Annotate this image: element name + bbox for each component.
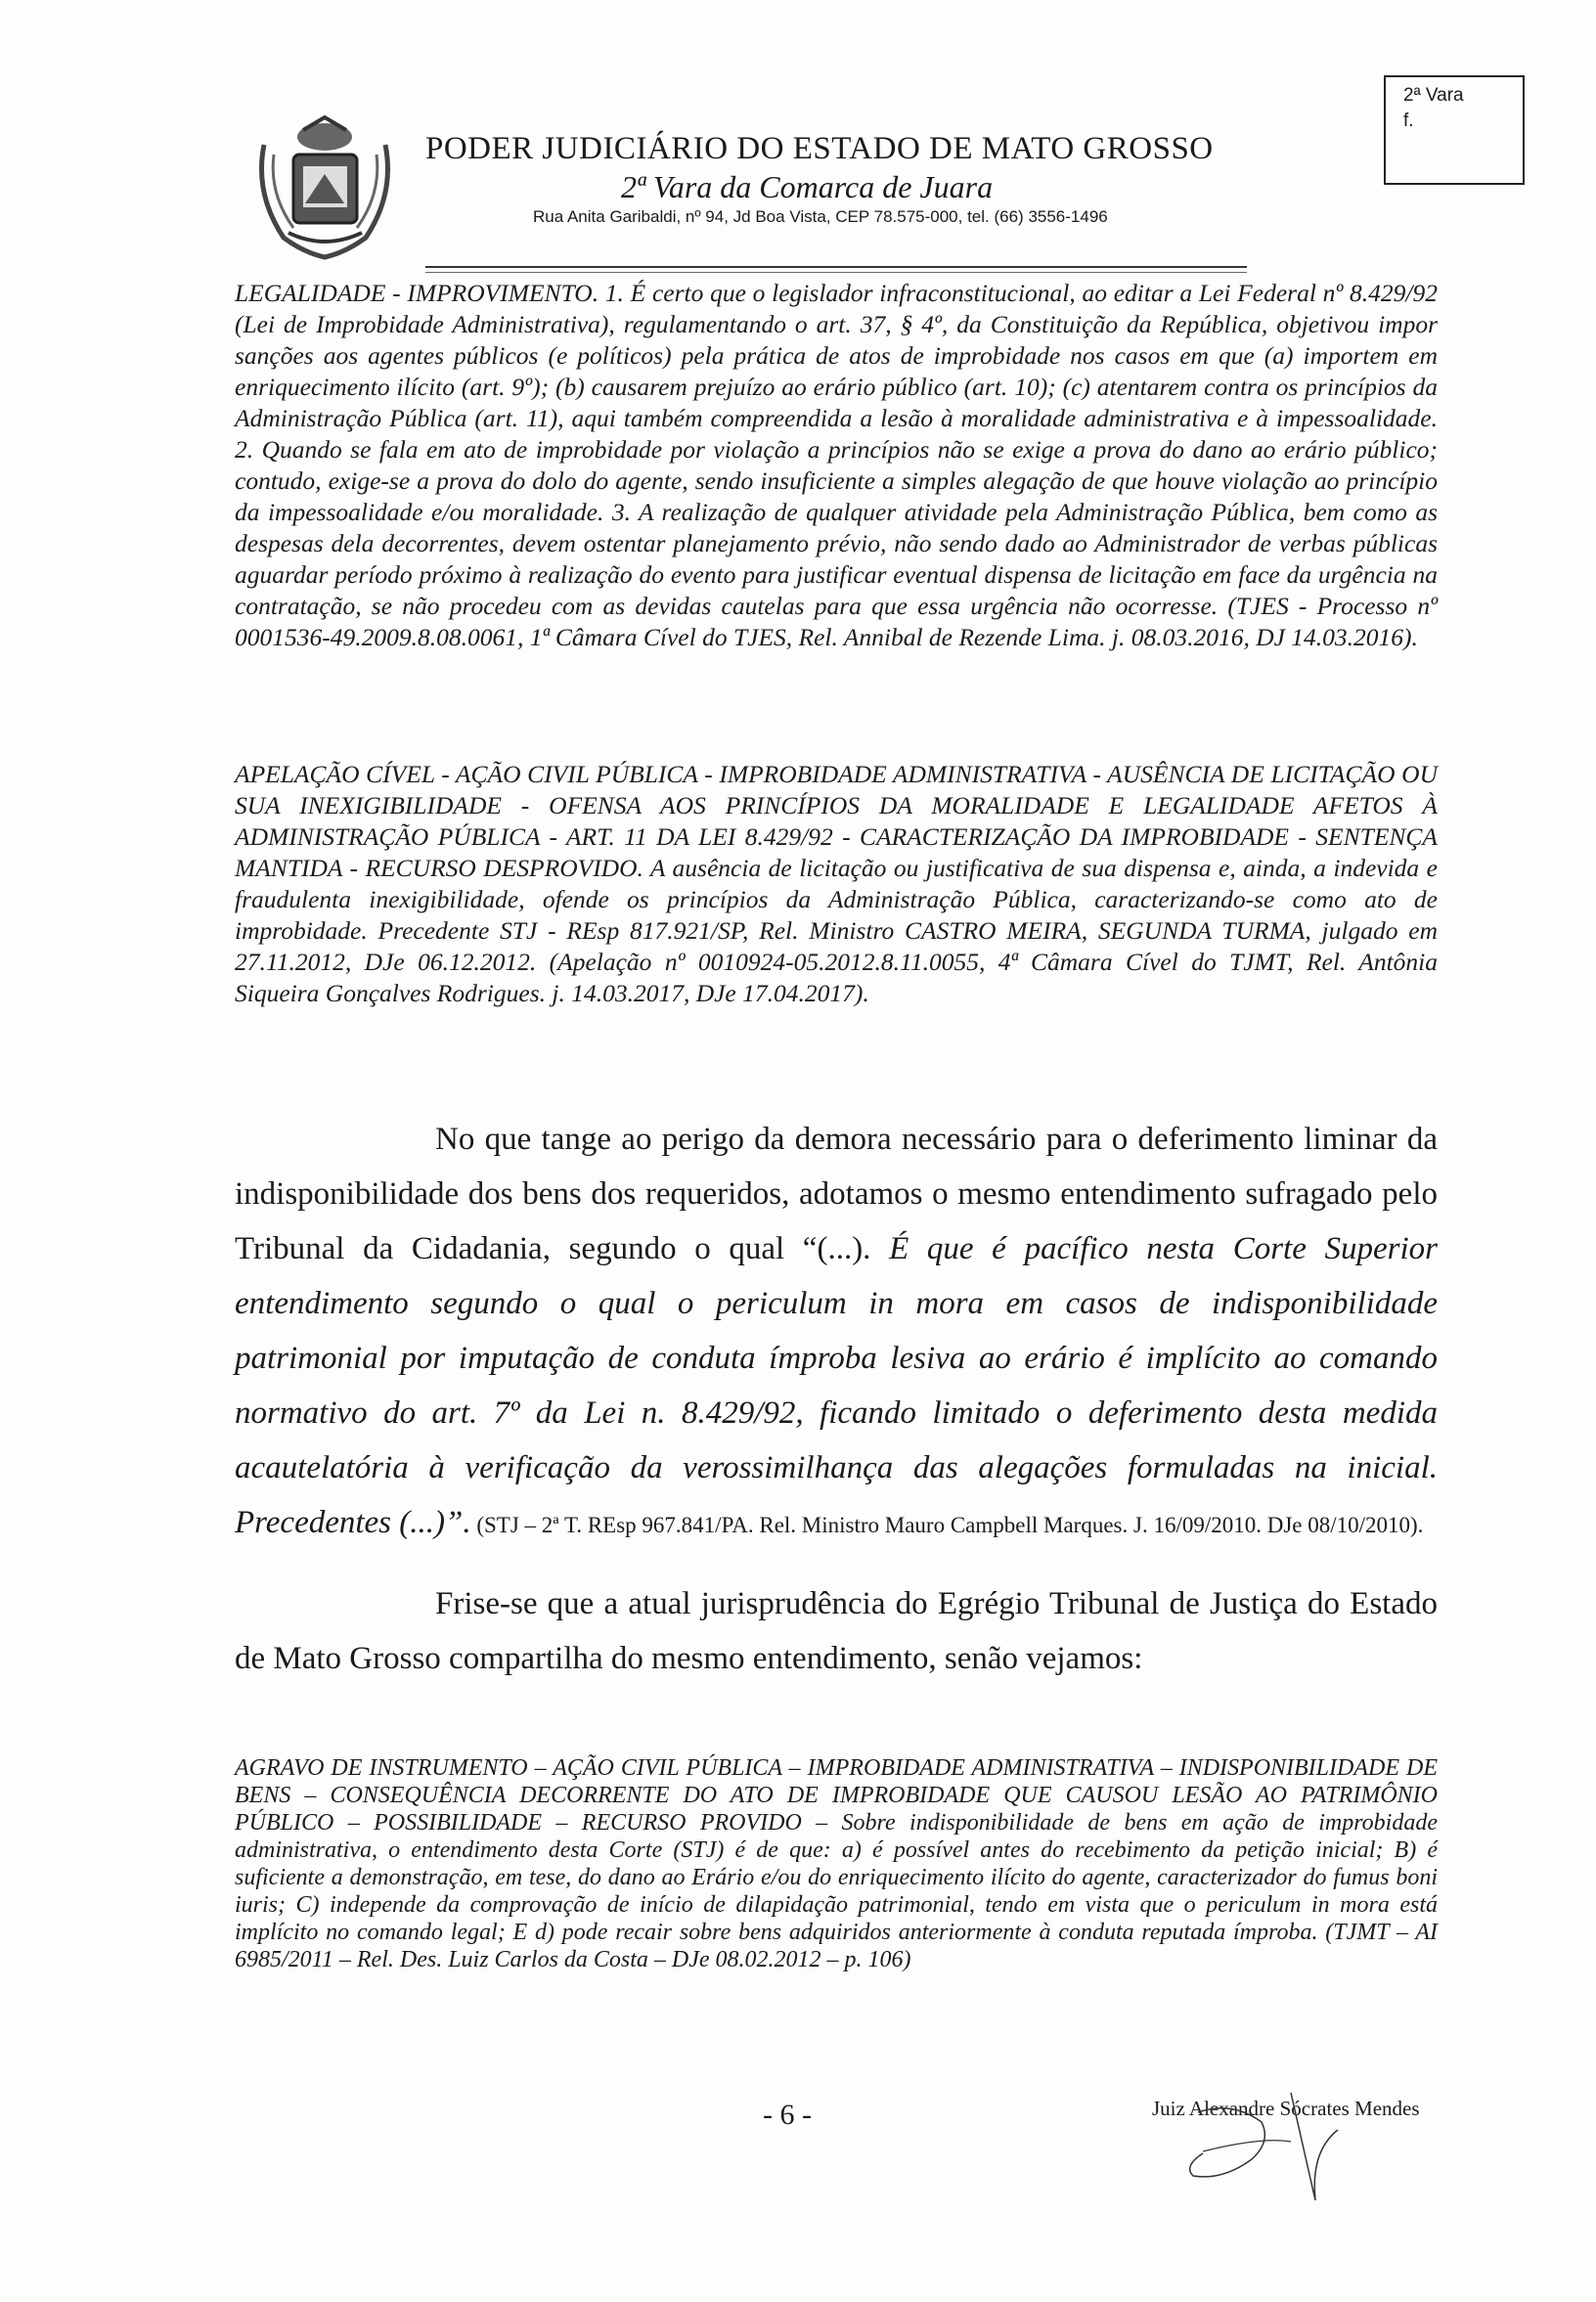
header-divider [425, 266, 1247, 268]
stj-quote: É que é pacífico nesta Corte Superior entendimento segundo o qual o periculum in mora em casos de indisponibilidade patrimonial por imputação de conduta ímproba lesiva ao erário é implícito ao comando normativo do art. 7º da Lei n. 8.429/92, ficando limitado o deferimento desta medida acautelatória à verificação da verossimilhança das alegações formuladas na inicial. Precedentes (...)”. [235, 1231, 1438, 1540]
court-name: PODER JUDICIÁRIO DO ESTADO DE MATO GROSSO [425, 131, 1214, 166]
stj-reference: (STJ – 2ª T. REsp 967.841/PA. Rel. Ministro Mauro Campbell Marques. J. 16/09/2010. DJe 08/10/2010). [470, 1513, 1424, 1537]
paragraph-lead: No que tange ao perigo da demora necessário para o deferimento liminar da indisponibilidade dos bens dos requeridos, adotamos o mesmo entendimento sufragado pelo Tribunal da Cidadania, segundo o qual “(...). [235, 1122, 1438, 1266]
handwritten-signature-icon [1144, 2083, 1359, 2210]
jurisprudence-citation-2: APELAÇÃO CÍVEL - AÇÃO CIVIL PÚBLICA - IMPROBIDADE ADMINISTRATIVA - AUSÊNCIA DE LICITAÇÃO OU SUA INEXIGIBILIDADE - OFENSA AOS PRINCÍPIOS DA MORALIDADE E LEGALIDADE AFETOS À ADMINISTRAÇÃO PÚBLICA - ART. 11 DA LEI 8.429/92 - CARACTERIZAÇÃO DA IMPROBIDADE - SENTENÇA MANTIDA - RECURSO DESPROVIDO. A ausência de licitação ou justificativa de sua dispensa e, ainda, a indevida e fraudulenta inexigibilidade, ofende os princípios da Administração Pública, caracterizando-se como ato de improbidade. Precedente STJ - REsp 817.921/SP, Rel. Ministro CASTRO MEIRA, SEGUNDA TURMA, julgado em 27.11.2012, DJe 06.12.2012. (Apelação nº 0010924-05.2012.8.11.0055, 4ª Câmara Cível do TJMT, Rel. Antônia Siqueira Gonçalves Rodrigues. j. 14.03.2017, DJe 17.04.2017). [235, 760, 1438, 1007]
letterhead [425, 129, 1247, 229]
page-number: - 6 - [763, 2099, 812, 2131]
coat-of-arms-icon [244, 115, 406, 262]
court-division: 2ª Vara da Comarca de Juara [621, 169, 994, 204]
body-paragraph-1 [235, 1112, 1438, 1553]
jurisprudence-citation-1: LEGALIDADE - IMPROVIMENTO. 1. É certo que o legislador infraconstitucional, ao editar a Lei Federal nº 8.429/92 (Lei de Improbidade Administrativa), regulamentando o art. 37, § 4º, da Constituição da República, objetivou impor sanções aos agentes públicos (e políticos) pela prática de atos de improbidade nos casos em que (a) importem em enriquecimento ilícito (art. 9º); (b) causarem prejuízo ao erário público (art. 10); (c) atentarem contra os princípios da Administração Pública (art. 11), aqui também compreendida a lesão à moralidade administrativa e à impessoalidade. 2. Quando se fala em ato de improbidade por violação a princípios não se exige a prova do dano ao erário público; contudo, exige-se a prova do dolo do agente, sendo insuficiente a simples alegação de que houve violação ao princípio da impessoalidade e/ou moralidade. 3. A realização de qualquer atividade pela Administração Pública, bem como as despesas dela decorrentes, devem ostentar planejamento prévio, não sendo dado ao Administrador de verbas públicas aguardar período próximo à realização do evento para justificar eventual dispensa de licitação em face da urgência na contratação, se não procedeu com as devidas cautelas para que essa urgência não ocorresse. (TJES - Processo nº 0001536-49.2009.8.08.0061, 1ª Câmara Cível do TJES, Rel. Annibal de Rezende Lima. j. 08.03.2016, DJ 14.03.2016). [235, 279, 1438, 651]
stamp-vara: 2ª Vara [1403, 85, 1464, 106]
jurisprudence-citation-3: AGRAVO DE INSTRUMENTO – AÇÃO CIVIL PÚBLICA – IMPROBIDADE ADMINISTRATIVA – INDISPONIBILIDADE DE BENS – CONSEQUÊNCIA DECORRENTE DO ATO DE IMPROBIDADE QUE CAUSOU LESÃO AO PATRIMÔNIO PÚBLICO – POSSIBILIDADE – RECURSO PROVIDO – Sobre indisponibilidade de bens em ação de improbidade administrativa, o entendimento desta Corte (STJ) é de que: a) é possível antes do recebimento da petição inicial; B) é suficiente a demonstração, em tese, do dano ao Erário e/ou do enriquecimento ilícito do agente, caracterizador do fumus boni iuris; C) independe da comprovação de início de dilapidação patrimonial, tendo em vista que o periculum in mora está implícito no comando legal; E d) pode recair sobre bens adquiridos anteriormente à conduta reputada ímproba. (TJMT – AI 6985/2011 – Rel. Des. Luiz Carlos da Costa – DJe 08.02.2012 – p. 106) [235, 1755, 1438, 1972]
court-address: Rua Anita Garibaldi, nº 94, Jd Boa Vista, CEP 78.575-000, tel. (66) 3556-1496 [533, 207, 1108, 226]
body-paragraph-2 [235, 1576, 1438, 1686]
stamp-folio: f. [1403, 111, 1414, 131]
header-divider-thin [425, 272, 1247, 273]
page-stamp-box [1384, 75, 1525, 185]
judge-signature-name: Juiz Alexandre Sócrates Mendes [1152, 2097, 1420, 2120]
paragraph-text: Frise-se que a atual jurisprudência do Egrégio Tribunal de Justiça do Estado de Mato Grosso compartilha do mesmo entendimento, senão vejamos: [235, 1586, 1438, 1676]
